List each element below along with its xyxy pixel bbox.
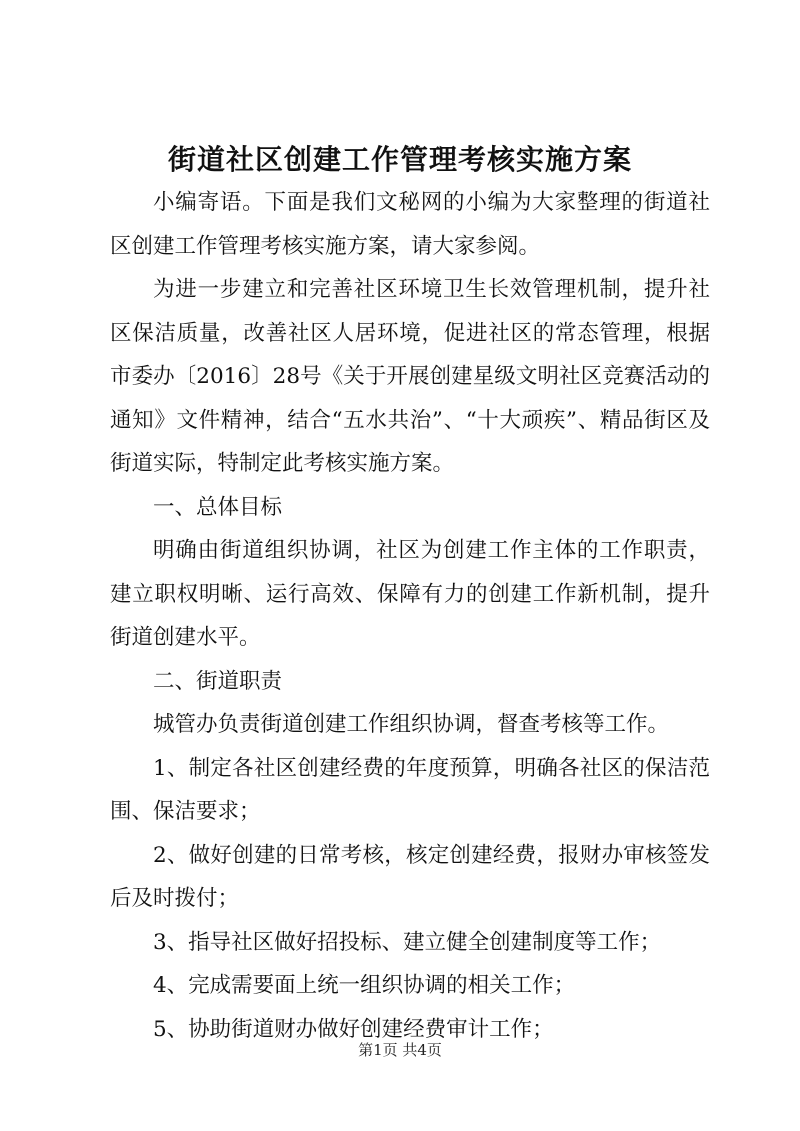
paragraph-goal: 明确由街道组织协调，社区为创建工作主体的工作职责，建立职权明晰、运行高效、保障有力的创建工作新机制，提升街道创建水平。 [110, 538, 710, 650]
heading-overall-goal: 一、总体目标 [153, 494, 283, 520]
list-item-duty-3: 3、指导社区做好招投标、建立健全创建制度等工作； [153, 929, 662, 955]
paragraph-background: 为进一步建立和完善社区环境卫生长效管理机制，提升社区保洁质量，改善社区人居环境，促进社区的常态管理，根据市委办〔2016〕28号《关于开展创建星级文明社区竞赛活动的通知》文件精神，结合“五水共治”、“十大顽疾”、精品街区及街道实际，特制定此考核实施方案。 [110, 277, 710, 476]
list-item-duty-4: 4、完成需要面上统一组织协调的相关工作； [153, 973, 576, 998]
heading-street-duties: 二、街道职责 [153, 668, 283, 694]
paragraph-duties-intro: 城管办负责街道创建工作组织协调，督查考核等工作。 [153, 712, 670, 737]
list-item-duty-5: 5、协助街道财办做好创建经费审计工作； [153, 1016, 554, 1042]
list-item-duty-1: 1、制定各社区创建经费的年度预算，明确各社区的保洁范围、保洁要求； [110, 755, 710, 824]
paragraph-intro: 小编寄语。下面是我们文秘网的小编为大家整理的街道社区创建工作管理考核实施方案，请大家参阅。 [110, 190, 710, 259]
list-item-duty-2: 2、做好创建的日常考核，核定创建经费，报财办审核签发后及时拨付； [110, 842, 710, 911]
document-title: 街道社区创建工作管理考核实施方案 [167, 143, 632, 176]
document-body [110, 181, 710, 1051]
page-number-footer: 第1页 共4页 [358, 1041, 442, 1059]
